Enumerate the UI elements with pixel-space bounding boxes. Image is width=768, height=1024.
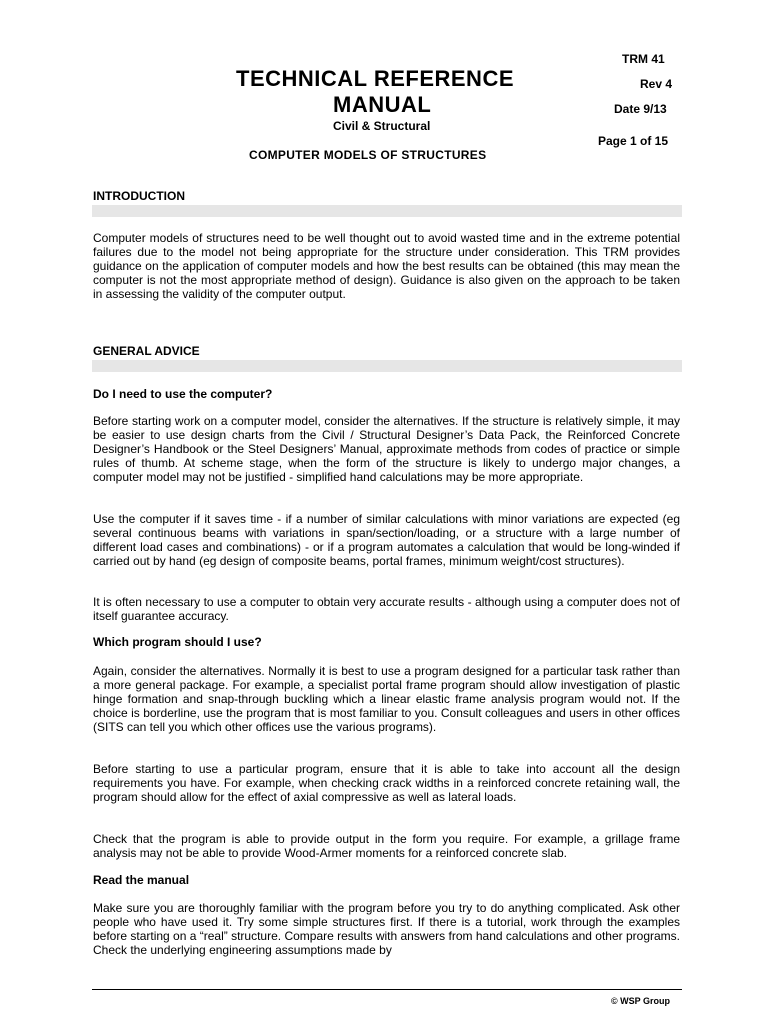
paragraph-alternatives: Before starting work on a computer model, consider the alternatives. If the structure is relatively simple, it may be easier to use design charts from the Civil / Structural Designer’s Data Pack, the Reinforced Concrete Designer’s Handbook or the Steel Designers’ Manual, approximate methods from codes of practice or simple rules of thumb. At scheme stage, when the form of the structure is likely to undergo major changes, a computer model may not be justified - simplified hand calculations may be more appropriate.	[93, 414, 680, 484]
paragraph-accuracy: It is often necessary to use a computer to obtain very accurate results - although using a computer does not of itself guarantee accuracy.	[93, 595, 680, 623]
paragraph-read-manual: Make sure you are thoroughly familiar with the program before you try to do anything complicated. Ask other people who have used it. Try some simple structures first. If there is a tutorial, work through the examples before starting on a “real” structure. Compare results with answers from hand calculations and other programs. Check the underlying engineering assumptions made by	[93, 901, 680, 957]
subheading-read-manual: Read the manual	[93, 873, 190, 887]
page-number: Page 1 of 15	[598, 134, 669, 148]
paragraph-output-form: Check that the program is able to provide output in the form you require. For example, a grillage frame analysis may not be able to provide Wood-Armer moments for a reinforced concrete slab.	[93, 832, 680, 860]
footer-rule	[92, 989, 682, 990]
document-date: Date 9/13	[614, 102, 667, 116]
document-topic: COMPUTER MODELS OF STRUCTURES	[249, 148, 487, 162]
subheading-which-program: Which program should I use?	[93, 635, 262, 649]
section-divider-bar	[92, 205, 682, 217]
subheading-need-computer: Do I need to use the computer?	[93, 387, 273, 401]
paragraph-consider-alternatives: Again, consider the alternatives. Normally it is best to use a program designed for a particular task rather than a more general package. For example, a specialist portal frame program should allow investigation of plastic hinge formation and snap-through buckling which a linear elastic frame analysis program would not. If the choice is borderline, use the program that is most familiar to you. Consult colleagues and users in other offices (SITS can tell you which other offices use the various programs).	[93, 664, 680, 734]
section-divider-bar	[92, 360, 682, 372]
paragraph-design-requirements: Before starting to use a particular program, ensure that it is able to take into account all the design requirements you have. For example, when checking crack widths in a reinforced concrete retaining wall, the program should allow for the effect of axial compressive as well as lateral loads.	[93, 762, 680, 804]
document-title-line1: TECHNICAL REFERENCE	[236, 66, 515, 91]
revision-number: Rev 4	[640, 77, 673, 91]
paragraph-use-computer: Use the computer if it saves time - if a number of similar calculations with minor variations are expected (eg several continuous beams with variations in span/section/loading, or a structure with a large number of different load cases and combinations) - or if a program automates a calculation that would be long-winded if carried out by hand (eg design of composite beams, portal frames, minimum weight/cost structures).	[93, 512, 680, 568]
introduction-paragraph: Computer models of structures need to be well thought out to avoid wasted time and in the extreme potential failures due to the model not being appropriate for the structure under consideration. This TRM provides guidance on the application of computer models and how the best results can be obtained (this may mean the computer is not the most appropriate method of design). Guidance is also given on the approach to be taken in assessing the validity of the computer output.	[93, 231, 680, 301]
copyright-notice: © WSP Group	[611, 996, 670, 1006]
section-title-general-advice: GENERAL ADVICE	[93, 344, 200, 358]
document-subtitle: Civil & Structural	[333, 119, 431, 133]
document-title-line2: MANUAL	[333, 92, 432, 117]
trm-number: TRM 41	[622, 52, 665, 66]
section-title-introduction: INTRODUCTION	[93, 189, 185, 203]
